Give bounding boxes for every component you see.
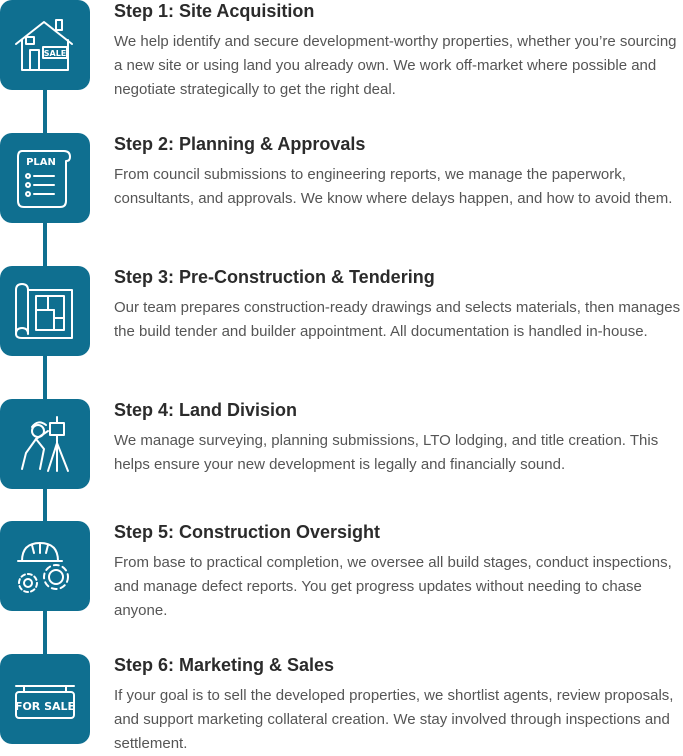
step-1-description: We help identify and secure development-worthy properties, whether you’re sourcing a new site or using land you already own. We work off-market where possible and negotiate strategically to get the right deal. xyxy=(114,33,677,98)
step-2-icon-box xyxy=(0,133,90,223)
step-2-title: Step 2: Planning & Approvals xyxy=(114,134,366,154)
surveyor-icon xyxy=(10,409,80,479)
step-1-title: Step 1: Site Acquisition xyxy=(114,1,315,21)
step-6-icon-box xyxy=(0,654,90,744)
step-4-description: We manage surveying, planning submissions, LTO lodging, and title creation. This helps ensure your new development is legally and financially sound. xyxy=(114,432,659,473)
step-6-description: If your goal is to sell the developed properties, we shortlist agents, review proposals, and support marketing collateral creation. We stay involved through inspections and settlement. xyxy=(114,687,674,752)
step-5-description: From base to practical completion, we oversee all build stages, conduct inspections, and manage defect reports. You get progress updates without needing to chase anyone. xyxy=(114,554,672,619)
step-6-title: Step 6: Marketing & Sales xyxy=(114,655,335,675)
step-1-icon-box xyxy=(0,0,90,90)
step-4-icon-box xyxy=(0,399,90,489)
step-2-description: From council submissions to engineering reports, we manage the paperwork, consultants, and approvals. We know where delays happen, and how to avoid them. xyxy=(114,166,673,207)
svg-text:FOR SALE: FOR SALE xyxy=(14,700,76,713)
step-3-title: Step 3: Pre-Construction & Tendering xyxy=(114,267,435,287)
plan-scroll-icon xyxy=(10,143,80,213)
hardhat-gears-icon xyxy=(10,531,80,601)
svg-text:PLAN: PLAN xyxy=(26,157,56,168)
step-5-icon-box xyxy=(0,521,90,611)
step-3-description: Our team prepares construction-ready drawings and selects materials, then manages the build tender and builder appointment. All documentation is handled in-house. xyxy=(114,299,681,340)
blueprint-icon xyxy=(10,276,80,346)
step-3-icon-box xyxy=(0,266,90,356)
house-for-sale-icon xyxy=(10,10,80,80)
svg-text:SALE: SALE xyxy=(43,49,67,58)
step-5-title: Step 5: Construction Oversight xyxy=(114,522,381,542)
step-4-title: Step 4: Land Division xyxy=(114,400,298,420)
for-sale-sign-icon xyxy=(10,664,80,734)
